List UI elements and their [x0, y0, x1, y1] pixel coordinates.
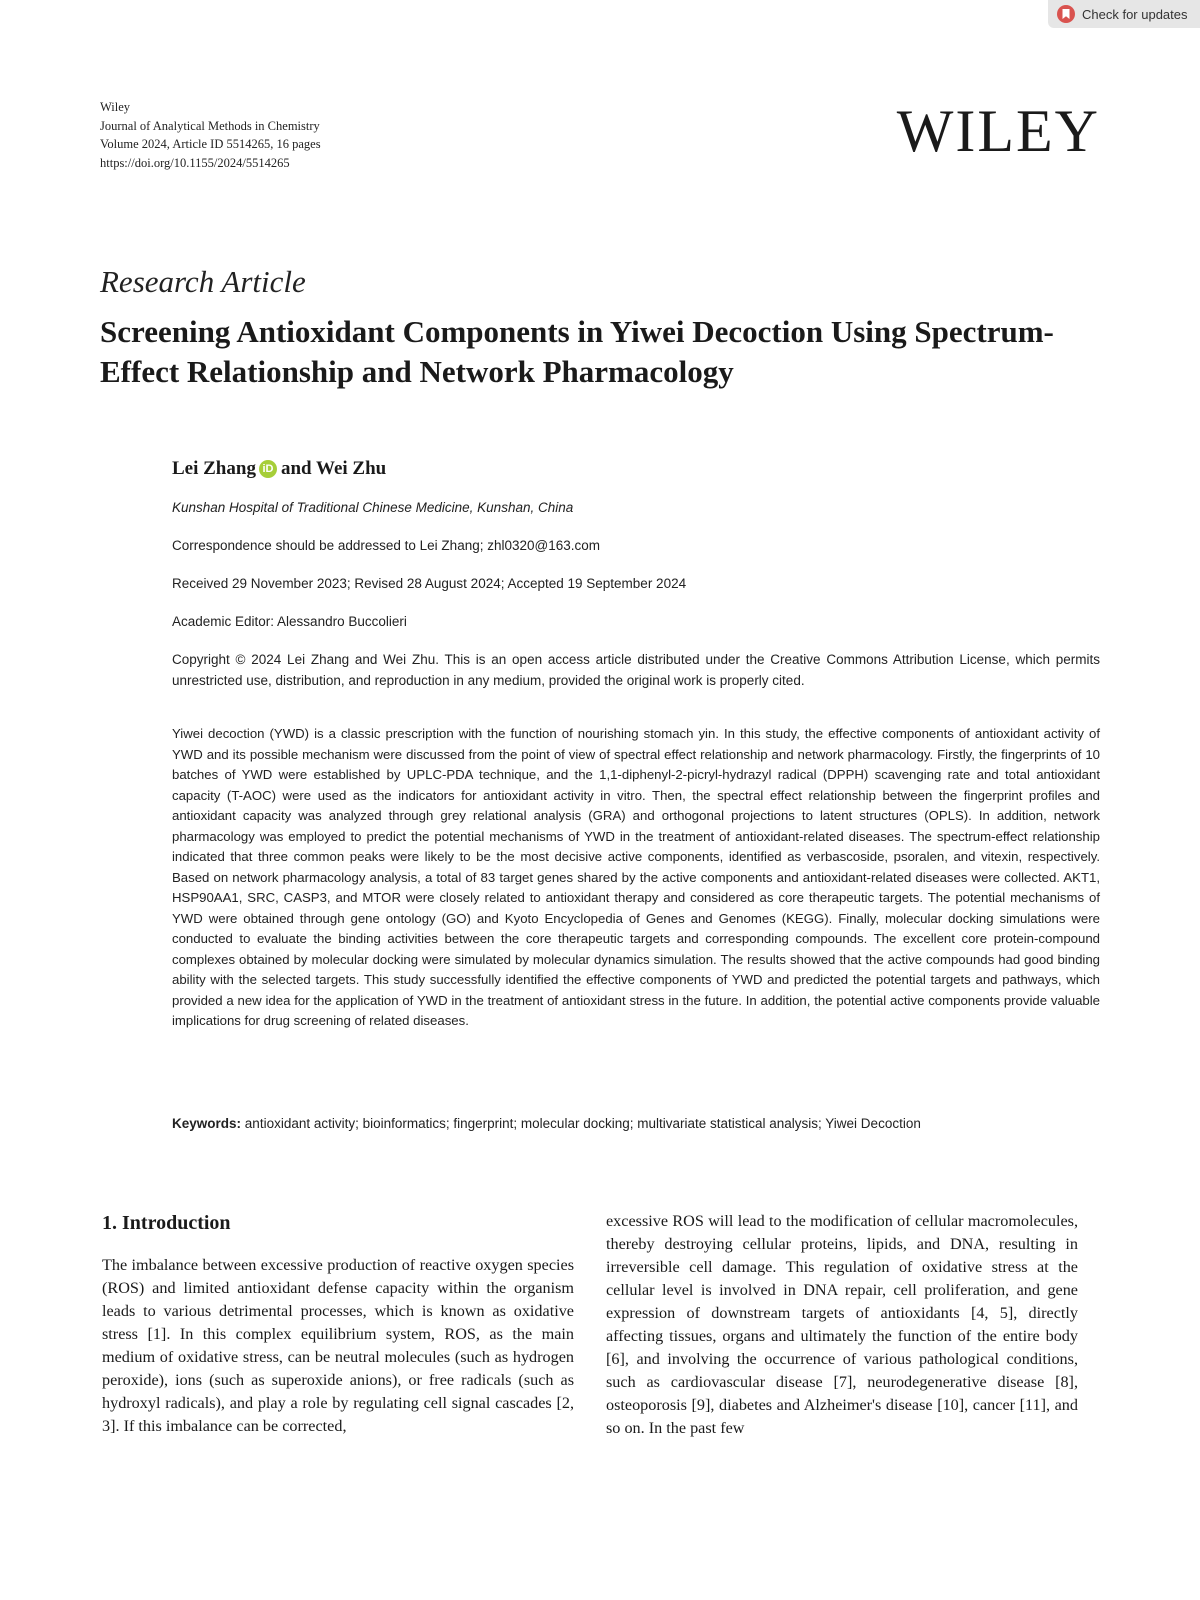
- journal-name: Journal of Analytical Methods in Chemistry: [100, 118, 320, 133]
- intro-left-column: [102, 1210, 574, 1438]
- journal-info: [100, 98, 520, 172]
- bookmark-badge-icon: [1056, 4, 1076, 24]
- author-lei-zhang[interactable]: Lei Zhang: [172, 458, 256, 479]
- affiliation: Kunshan Hospital of Traditional Chinese Medicine, Kunshan, China: [172, 500, 574, 515]
- doi-link[interactable]: https://doi.org/10.1155/2024/5514265: [100, 155, 290, 170]
- volume-info: Volume 2024, Article ID 5514265, 16 pages: [100, 137, 321, 151]
- author-wei-zhu[interactable]: and Wei Zhu: [280, 458, 387, 479]
- keywords: [172, 1114, 1100, 1135]
- check-for-updates-label: Check for updates: [1082, 6, 1188, 22]
- wiley-logo: WILEY: [896, 98, 1100, 164]
- author-line: [172, 458, 386, 480]
- keywords-list: antioxidant activity; bioinformatics; fingerprint; molecular docking; multivariate statistical analysis; Yiwei Decoction: [244, 1116, 921, 1131]
- publication-dates: Received 29 November 2023; Revised 28 August 2024; Accepted 19 September 2024: [172, 576, 687, 591]
- abstract: Yiwei decoction (YWD) is a classic prescription with the function of nourishing stomach yin. In this study, the effective components of antioxidant activity of YWD and its possible mechanism were discussed from the point of view of spectral effect relationship and network pharmacology. Firstly, the fingerprints of 10 batches of YWD were established by UPLC-PDA technique, and the 1,1-diphenyl-2-picryl-hydrazyl radical (DPPH) scavenging rate and total antioxidant capacity (T-AOC) were used as the indicators for antioxidant activity in vitro. Then, the spectral effect relationship between the fingerprint profiles and antioxidant capacity was analyzed through grey relational analysis (GRA) and orthogonal projections to latent structures (OPLS). In addition, network pharmacology was employed to predict the potential mechanisms of YWD in the treatment of antioxidant-related diseases. The spectrum-effect relationship indicated that three common peaks were likely to be the most decisive active components, identified as verbascoside, psoralen, and vitexin, respectively. Based on network pharmacology analysis, a total of 83 target genes shared by the active components and antioxidant-related diseases were collected. AKT1, HSP90AA1, SRC, CASP3, and MTOR were closely related to antioxidant therapy and considered as core therapeutic targets. The potential mechanisms of YWD were obtained through gene ontology (GO) and Kyoto Encyclopedia of Genes and Genomes (KEGG). Finally, molecular docking simulations were conducted to evaluate the binding activities between the core therapeutic targets and corresponding compounds. The excellent core protein-compound complexes obtained by molecular docking were simulated by molecular dynamics simulation. The results showed that the active compounds had good binding ability with the selected targets. This study successfully identified the effective components of YWD and predicted the potential targets and pathways, which provided a new idea for the application of YWD in the treatment of antioxidant stress in the future. In addition, the potential active components provide valuable implications for drug screening of related diseases.: [172, 726, 1100, 1028]
- academic-editor: Academic Editor: Alessandro Buccolieri: [172, 614, 407, 629]
- intro-heading: 1. Introduction: [102, 1212, 231, 1234]
- check-for-updates-button[interactable]: [1048, 0, 1200, 28]
- intro-paragraph-right: excessive ROS will lead to the modification of cellular macromolecules, thereby destroying cellular proteins, lipids, and DNA, resulting in irreversible cell damage. This regulation of oxidative stress at the cellular level is involved in DNA repair, cell proliferation, and gene expression of downstream targets of antioxidants [4, 5], directly affecting tissues, organs and ultimately the function of the entire body [6], and involving the occurrence of various pathological conditions, such as cardiovascular disease [7], neurodegenerative disease [8], osteoporosis [9], diabetes and Alzheimer's disease [10], cancer [11], and so on. In the past few: [606, 1212, 1078, 1437]
- keywords-label: Keywords:: [172, 1116, 242, 1131]
- copyright-notice: Copyright © 2024 Lei Zhang and Wei Zhu. This is an open access article distributed under the Creative Commons Attribution License, which permits unrestricted use, distribution, and reproduction in any medium, provided the original work is properly cited.: [172, 652, 1100, 688]
- intro-right-column: [606, 1210, 1078, 1440]
- article-title: Screening Antioxidant Components in Yiwei Decoction Using Spectrum-Effect Relationship and Network Pharmacology: [100, 314, 1054, 389]
- intro-paragraph-left: The imbalance between excessive production of reactive oxygen species (ROS) and limited antioxidant defense capacity within the organism leads to various detrimental processes, which is known as oxidative stress [1]. In this complex equilibrium system, ROS, as the main medium of oxidative stress, can be neutral molecules (such as hydrogen peroxide), ions (such as superoxide anions), or free radicals (such as hydroxyl radicals), and play a role by regulating cell signal cascades [2, 3]. If this imbalance can be corrected,: [102, 1256, 574, 1435]
- article-type: Research Article: [100, 264, 306, 299]
- publisher-name: Wiley: [100, 100, 131, 114]
- correspondence: Correspondence should be addressed to Lei Zhang; zhl0320@163.com: [172, 538, 600, 553]
- orcid-icon[interactable]: iD: [259, 460, 277, 478]
